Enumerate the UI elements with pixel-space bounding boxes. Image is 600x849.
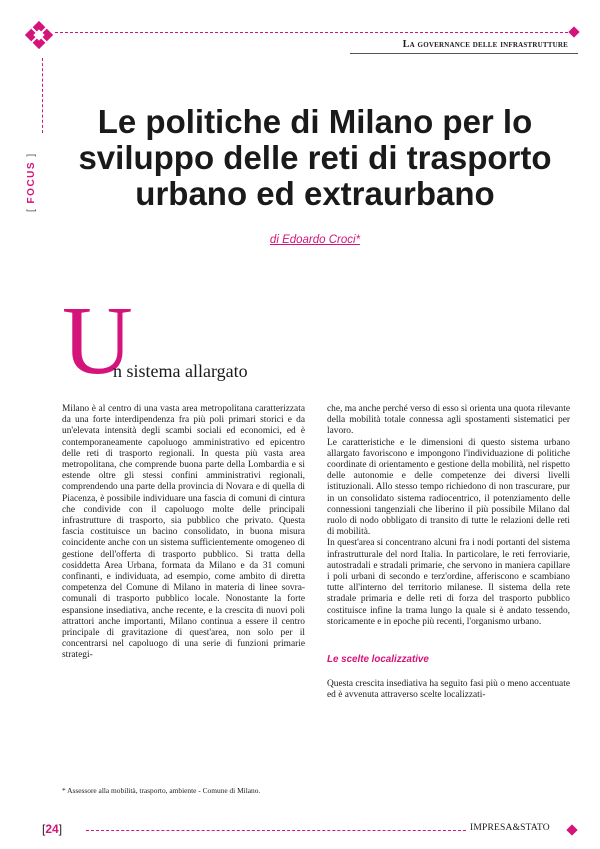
bracket-close: ]	[26, 152, 37, 157]
subheading: Le scelte localizzative	[327, 654, 429, 666]
side-focus-label	[26, 152, 37, 212]
header-underline	[350, 53, 578, 54]
publication-name: IMPRESA&STATO	[470, 823, 550, 833]
drop-cap: U	[62, 287, 133, 395]
paragraph: In quest'area si concentrano alcuni fra i nodi portanti del sistema infrastrutturale del nord Italia. In particolare, le reti ferroviarie, autostradali e stradali primarie, che servono in maniera capillare i poli urbani di secondo e terz'ordine, afferiscono e scambiano tutte all'interno del territorio milanese. Il sistema della rete stradale primaria e delle reti di forza del trasporto pubblico costituisce infine la trama lungo la quale si è andato tessendo, storicamente e in epoche più recenti, l'organismo urbano.	[327, 538, 570, 627]
right-column	[327, 404, 570, 702]
magazine-logo-icon	[22, 18, 56, 52]
paragraph: che, ma anche perché verso di esso si orienta una quota rilevante della mobilità totale connessa agli spostamenti sistematici per lavoro.	[327, 404, 570, 437]
diamond-icon	[568, 26, 579, 37]
paragraph: Questa crescita insediativa ha seguito fasi più o meno accentuate ed è avvenuta attraverso scelte localizzati-	[327, 679, 570, 701]
page-number: [24]	[42, 822, 63, 836]
footnote: * Assessore alla mobilità, trasporto, ambiente - Comune di Milano.	[62, 786, 261, 795]
diamond-icon	[566, 824, 577, 835]
article-author[interactable]: di Edoardo Croci*	[269, 234, 361, 246]
article-title: Le politiche di Milano per lo sviluppo delle reti di trasporto urbano ed extraurbano	[78, 103, 552, 212]
section-header: La governance delle infrastrutture	[402, 39, 568, 50]
bottom-dashed-rule	[86, 830, 466, 831]
focus-text: FOCUS	[26, 160, 37, 204]
left-column	[62, 404, 305, 662]
top-dashed-rule	[55, 32, 578, 33]
bracket-open: [	[26, 207, 37, 212]
left-column-text: Milano è al centro di una vasta area metropolitana caratterizzata da una forte interdipendenza fra più poli primari storici e da un'elevata intensità degli scambi sociali ed economici, ed è contemporaneamente capoluogo amministrativo ed epicentro delle reti di trasporto regionali. In questa più vasta area metropolitana, che comprende buona parte della Lombardia e si estende oltre gli stessi confini amministrativi regionali, comprendendo una parte della provincia di Novara e di quella di Piacenza, è possibile individuare una fascia di comuni di cintura che condivide con il capoluogo molte delle principali infrastrutture di trasporto, sia pubblico che privato. Questa fascia costituisce un bacino consolidato, in buona misura coincidente anche con un sistema sufficientemente omogeneo di gestione dell'offerta di trasporto pubblico. Si tratta della cosiddetta Area Urbana, formata da Milano e da 31 comuni confinanti, e individuata, ad esempio, come ambito di diretta competenza del Comune di Milano in materia di linee sovra-comunali di trasporto pubblico locale. Nonostante la forte espansione insediativa, anche recente, e la crescita di nuovi poli attrattori anche importanti, Milano continua a essere il centro principale di gravitazione di quest'area, non solo per il concentrarsi nel capoluogo di una serie di funzioni primarie strategi-	[62, 404, 305, 661]
lead-heading: n sistema allargato	[113, 361, 248, 381]
side-dashed-rule	[42, 58, 43, 133]
page-number-value: 24	[45, 822, 59, 836]
paragraph: Le caratteristiche e le dimensioni di questo sistema urbano allargato favoriscono e impongono l'individuazione di politiche coordinate di orientamento e gestione della mobilità, nel rispetto delle autonomie e delle competenze dei diversi livelli istituzionali. Allo stesso tempo richiedono di non trascurare, pur in un consolidato sistema radiocentrico, il potenziamento delle connessioni tangenziali che liberino il più possibile Milano dal ruolo di nodo obbligato di transito di tutte le relazioni delle reti di mobilità.	[327, 437, 570, 538]
